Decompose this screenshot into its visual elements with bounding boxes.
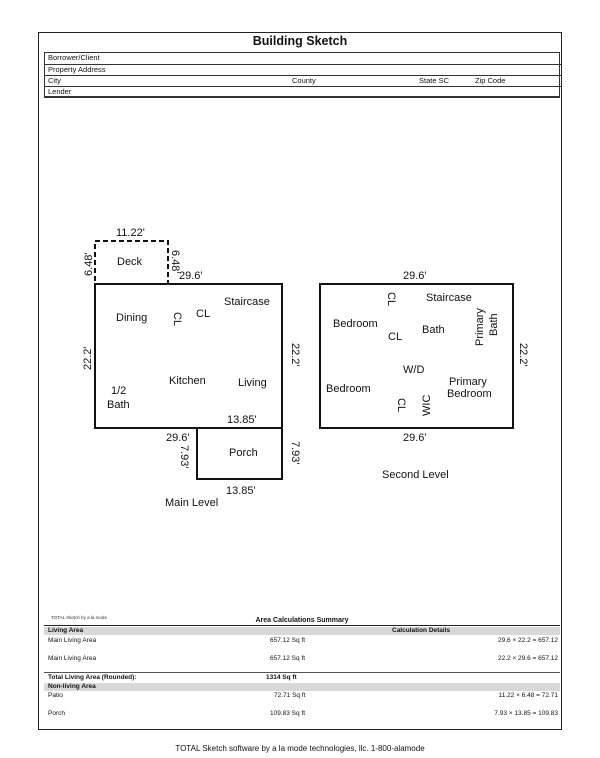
nonliving-row-1	[44, 691, 560, 701]
dim-main-right: 22.2'	[289, 343, 301, 367]
state-label: State SC	[419, 76, 450, 85]
living-row-2-area: 657.12 Sq ft	[270, 655, 306, 662]
living-area-label: Living Area	[48, 627, 84, 634]
second-level-outline	[320, 284, 513, 428]
porch-label: Porch	[229, 447, 258, 459]
dim-porch-bottom: 13.85'	[226, 485, 256, 497]
page-title: Building Sketch	[252, 34, 348, 48]
living-row-1-name: Main Living Area	[48, 637, 97, 644]
borrower-label: Borrower/Client	[48, 53, 100, 62]
total-value: 1314 Sq ft	[266, 674, 297, 681]
room-wic: WIC	[421, 394, 433, 416]
room-primary-bedroom-bedroom: Bedroom	[447, 388, 492, 400]
room-cl-rotated: CL	[171, 312, 183, 327]
living-area-bar	[44, 627, 560, 635]
dim-porch-right: 7.93'	[289, 441, 301, 465]
room-staircase-2: Staircase	[426, 292, 472, 304]
dim-deck-right: 6.48'	[169, 250, 181, 274]
room-staircase: Staircase	[224, 296, 270, 308]
room-kitchen: Kitchen	[169, 375, 206, 387]
calc-details-label: Calculation Details	[392, 627, 451, 634]
nonliving-label: Non-living Area	[48, 683, 96, 690]
property-label: Property Address	[48, 65, 106, 74]
room-bath: Bath	[107, 399, 130, 411]
room-cl-2b: CL	[388, 331, 403, 343]
nonliving-row-1-name: Patio	[48, 692, 63, 699]
room-bedroom-2a: Bedroom	[333, 318, 378, 330]
room-cl-2c: CL	[395, 398, 407, 413]
dim-deck-left: 6.48'	[83, 252, 95, 276]
room-bath-2a: Bath	[422, 324, 445, 336]
room-dining: Dining	[116, 312, 148, 324]
nonliving-row-2-name: Porch	[48, 710, 65, 717]
living-row-1-calc: 29.6 × 22.2 = 657.12	[498, 637, 558, 644]
living-row-2-name: Main Living Area	[48, 655, 97, 662]
room-primary-bath-bath: Bath	[488, 313, 500, 336]
dim-deck-top: 11.22'	[116, 227, 145, 239]
summary-title: Area Calculations Summary	[255, 617, 349, 624]
second-level-title: Second Level	[382, 469, 449, 481]
county-label: County	[292, 76, 316, 85]
total-label: Total Living Area (Rounded):	[48, 674, 137, 681]
living-row-2	[44, 654, 560, 664]
nonliving-row-2-area: 109.83 Sq ft	[270, 710, 306, 717]
room-wd: W/D	[403, 364, 425, 376]
dim-main-left: 22.2'	[82, 346, 94, 370]
nonliving-bar	[44, 683, 560, 691]
summary-top-rule	[44, 625, 560, 626]
room-primary-bedroom-primary: Primary	[449, 376, 487, 388]
dim-main-bottom: 29.6'	[166, 432, 190, 444]
room-primary-bath-primary: Primary	[474, 308, 486, 346]
nonliving-row-1-area: 72.71 Sq ft	[274, 692, 306, 699]
zip-label: Zip Code	[475, 76, 506, 85]
living-row-1	[44, 636, 560, 646]
total-row	[44, 673, 560, 683]
living-row-2-calc: 22.2 × 29.6 = 657.12	[498, 655, 558, 662]
room-half: 1/2	[111, 385, 127, 397]
room-cl-2a: CL	[385, 292, 397, 307]
nonliving-row-2-calc: 7.93 × 13.85 = 109.83	[494, 710, 558, 717]
dim-main-top: 29.6'	[179, 270, 203, 282]
room-living: Living	[238, 377, 267, 389]
room-bedroom-2b: Bedroom	[326, 383, 371, 395]
software-small-credit: TOTAL Sketch by a la mode	[51, 615, 107, 620]
dim-main-inner-bottom: 13.85'	[227, 414, 257, 426]
nonliving-row-1-calc: 11.22 × 6.48 = 72.71	[498, 692, 558, 699]
dim-second-right: 22.2'	[517, 343, 529, 367]
dim-porch-left: 7.93'	[178, 445, 190, 469]
footer-credit: TOTAL Sketch software by a la mode technologies, llc. 1-800-alamode	[175, 744, 425, 753]
city-label: City	[48, 76, 61, 85]
deck-label: Deck	[117, 256, 143, 268]
lender-label: Lender	[48, 87, 72, 96]
room-cl: CL	[196, 308, 211, 320]
nonliving-row-2	[44, 709, 560, 719]
dim-second-bottom: 29.6'	[403, 432, 427, 444]
living-row-1-area: 657.12 Sq ft	[270, 637, 306, 644]
dim-second-top: 29.6'	[403, 270, 427, 282]
main-level-title: Main Level	[165, 497, 219, 509]
